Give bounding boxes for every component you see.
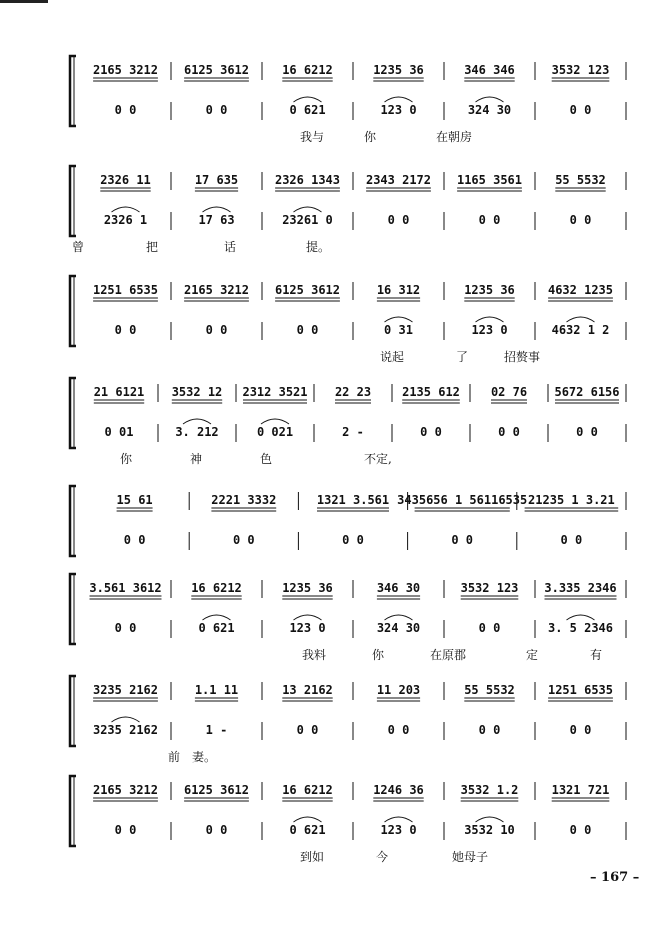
lyric-syllable: 了: [456, 350, 469, 364]
lyric-syllable: 说起: [380, 350, 405, 364]
lyrics-line: [62, 268, 632, 378]
accompaniment-measure: 0 31: [384, 323, 413, 337]
score-system: [62, 668, 632, 778]
accompaniment-measure: 0 0: [576, 425, 598, 439]
melody-measure: 55 5532: [464, 683, 515, 697]
accompaniment-measure: 0 0: [205, 103, 228, 117]
lyric-syllable: 在原郡: [430, 648, 467, 662]
lyrics-line: [62, 668, 632, 778]
melody-measure: 2165 3212: [92, 63, 159, 77]
lyric-syllable: 她母子: [452, 850, 489, 864]
accompaniment-measure: 17 63: [198, 213, 235, 227]
accompaniment-measure: 0 0: [205, 323, 228, 337]
lyrics-line: [62, 566, 632, 676]
accompaniment-measure: 0 0: [569, 723, 592, 737]
melody-measure: 21235 1 3.21: [528, 493, 615, 507]
lyric-syllable: 把: [146, 240, 159, 254]
accompaniment-measure: 324 30: [376, 621, 421, 635]
accompaniment-measure: 0 0: [387, 213, 410, 227]
melody-measure: 5672 6156: [554, 385, 620, 399]
accompaniment-measure: 3235 2162: [92, 723, 159, 737]
accompaniment-measure: 0 0: [569, 103, 592, 117]
lyric-syllable: 妻。: [192, 750, 217, 764]
melody-measure: 2135 612: [402, 385, 460, 399]
lyrics-line: [62, 48, 632, 158]
accompaniment-measure: 0 0: [114, 621, 137, 635]
lyrics-line: [62, 370, 632, 480]
melody-measure: 346 346: [464, 63, 515, 77]
melody-measure: 1321 721: [551, 783, 610, 797]
corner-mark: [0, 0, 48, 3]
melody-measure: 2312 3521: [242, 385, 308, 399]
melody-measure: 1165 3561: [456, 173, 523, 187]
melody-measure: 6125 3612: [183, 63, 250, 77]
score-system: [62, 566, 632, 676]
accompaniment-measure: 4632 1 2: [551, 323, 610, 337]
melody-measure: 1251 6535: [547, 683, 614, 697]
lyrics-line: [62, 768, 632, 878]
melody-measure: 02 76: [490, 385, 528, 399]
accompaniment-measure: 2 -: [342, 425, 364, 439]
accompaniment-measure: 123 0: [380, 103, 417, 117]
accompaniment-measure: 23261 0: [282, 213, 333, 227]
accompaniment-measure: 0 0: [296, 323, 319, 337]
melody-measure: 1235 36: [373, 63, 424, 77]
melody-measure: 55 5532: [555, 173, 606, 187]
melody-measure: 2326 1343: [274, 173, 341, 187]
lyric-syllable: 曾: [72, 240, 85, 254]
accompaniment-measure: 0 0: [387, 723, 410, 737]
melody-measure: 1.1 11: [194, 683, 239, 697]
accompaniment-measure: 123 0: [471, 323, 508, 337]
accompaniment-measure: 0 01: [104, 425, 134, 439]
lyric-syllable: 话: [224, 240, 237, 254]
accompaniment-measure: 3532 10: [464, 823, 515, 837]
melody-measure: 16 6212: [282, 783, 333, 797]
accompaniment-measure: 0 0: [478, 213, 501, 227]
accompaniment-measure: 0 0: [342, 533, 364, 547]
accompaniment-measure: 0 0: [114, 823, 137, 837]
melody-measure: 3.335 2346: [544, 581, 617, 595]
lyric-syllable: 你: [364, 130, 377, 144]
lyric-syllable: 色: [260, 452, 273, 466]
score-system: [62, 768, 632, 878]
melody-measure: 2343 2172: [365, 173, 432, 187]
accompaniment-measure: 0 621: [198, 621, 235, 635]
accompaniment-measure: 123 0: [289, 621, 326, 635]
accompaniment-measure: 0 0: [296, 723, 319, 737]
accompaniment-measure: 0 0: [569, 823, 592, 837]
accompaniment-measure: 123 0: [380, 823, 417, 837]
melody-measure: 2165 3212: [92, 783, 159, 797]
lyric-syllable: 招赘事: [504, 350, 541, 364]
melody-measure: 21 6121: [93, 385, 145, 399]
melody-measure: 1321 3.561: [316, 493, 390, 507]
accompaniment-measure: 1 -: [205, 723, 228, 737]
melody-measure: 1251 6535: [92, 283, 159, 297]
accompaniment-measure: 0 0: [232, 533, 255, 547]
score-system: [62, 48, 632, 158]
accompaniment-measure: 0 621: [289, 103, 326, 117]
accompaniment-measure: 0 621: [289, 823, 326, 837]
melody-measure: 2326 11: [100, 173, 151, 187]
melody-measure: 17 635: [194, 173, 239, 187]
melody-measure: 11 203: [376, 683, 421, 697]
melody-measure: 3235 2162: [92, 683, 159, 697]
lyric-syllable: 你: [120, 452, 133, 466]
lyric-syllable: 定: [526, 648, 539, 662]
lyric-syllable: 不定,: [364, 452, 392, 466]
melody-measure: 1235 36: [464, 283, 515, 297]
score-system: [62, 158, 632, 268]
melody-measure: 2165 3212: [183, 283, 250, 297]
melody-measure: 1246 36: [373, 783, 424, 797]
accompaniment-measure: 2326 1: [103, 213, 148, 227]
accompaniment-measure: 3. 5 2346: [547, 621, 614, 635]
accompaniment-measure: 0 0: [569, 213, 592, 227]
melody-measure: 6125 3612: [183, 783, 250, 797]
melody-measure: 6125 3612: [274, 283, 341, 297]
accompaniment-measure: 0 0: [498, 425, 520, 439]
accompaniment-measure: 0 021: [256, 425, 294, 439]
lyric-syllable: 你: [372, 648, 385, 662]
score-system: [62, 268, 632, 378]
melody-measure: 3435656 1 56116535: [397, 493, 528, 507]
melody-measure: 3.561 3612: [89, 581, 162, 595]
lyric-syllable: 我料: [302, 648, 327, 662]
melody-measure: 16 6212: [191, 581, 242, 595]
accompaniment-measure: 3. 212: [175, 425, 219, 439]
score-system: [62, 370, 632, 480]
melody-measure: 346 30: [376, 581, 421, 595]
lyric-syllable: 前: [168, 750, 181, 764]
melody-measure: 15 61: [116, 493, 153, 507]
lyric-syllable: 到如: [300, 850, 325, 864]
lyric-syllable: 我与: [300, 130, 325, 144]
accompaniment-measure: 0 0: [114, 103, 137, 117]
accompaniment-measure: 0 0: [478, 621, 501, 635]
lyrics-line: [62, 158, 632, 268]
melody-measure: 1235 36: [282, 581, 333, 595]
melody-measure: 4632 1235: [547, 283, 614, 297]
melody-measure: 16 312: [376, 283, 421, 297]
accompaniment-measure: 0 0: [123, 533, 146, 547]
lyric-syllable: 有: [590, 648, 603, 662]
accompaniment-measure: 0 0: [205, 823, 228, 837]
accompaniment-measure: 0 0: [560, 533, 583, 547]
melody-measure: 3532 123: [551, 63, 610, 77]
accompaniment-measure: 0 0: [451, 533, 474, 547]
melody-measure: 2221 3332: [211, 493, 277, 507]
accompaniment-measure: 0 0: [420, 425, 442, 439]
lyric-syllable: 在朝房: [436, 130, 473, 144]
page-number: – 167 –: [590, 870, 640, 885]
melody-measure: 3532 1.2: [460, 783, 519, 797]
lyric-syllable: 提。: [306, 240, 331, 254]
melody-measure: 3532 123: [460, 581, 519, 595]
accompaniment-measure: 0 0: [478, 723, 501, 737]
melody-measure: 13 2162: [282, 683, 333, 697]
melody-measure: 3532 12: [171, 385, 223, 399]
melody-measure: 22 23: [334, 385, 372, 399]
lyric-syllable: 神: [190, 452, 203, 466]
accompaniment-measure: 324 30: [467, 103, 512, 117]
melody-measure: 16 6212: [282, 63, 333, 77]
lyric-syllable: 今: [376, 850, 389, 864]
accompaniment-measure: 0 0: [114, 323, 137, 337]
